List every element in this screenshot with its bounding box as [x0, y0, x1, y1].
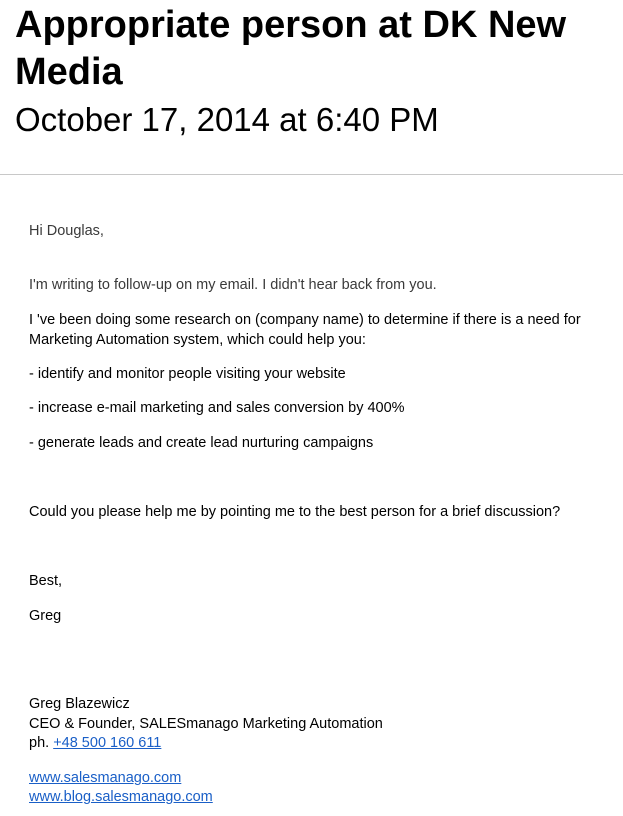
phone-prefix: ph.	[29, 735, 54, 751]
email-subject: Appropriate person at DK New Media	[15, 4, 567, 93]
signature-name: Greg Blazewicz	[29, 696, 130, 712]
website-link[interactable]: www.salesmanago.com	[29, 770, 182, 786]
question-paragraph: Could you please help me by pointing me to the best person for a brief discussion?	[29, 504, 561, 520]
email-header	[0, 0, 623, 174]
research-paragraph: I 've been doing some research on (company name) to determine if there is a need for Marketing Automation system, which could help you:	[29, 312, 581, 348]
bullet-item-1: - identify and monitor people visiting your website	[29, 366, 346, 382]
bullet-item-3: - generate leads and create lead nurturing campaigns	[29, 435, 374, 451]
followup-paragraph: I'm writing to follow-up on my email. I didn't hear back from you.	[29, 277, 437, 293]
bullet-item-2: - increase e-mail marketing and sales conversion by 400%	[29, 400, 405, 416]
signature-blog-line	[29, 788, 213, 808]
greeting: Hi Douglas,	[29, 223, 104, 239]
signature-website-line	[29, 769, 181, 789]
phone-link[interactable]: +48 500 160 611	[53, 735, 162, 751]
email-date: October 17, 2014 at 6:40 PM	[15, 101, 439, 138]
signature-phone-line	[29, 734, 161, 754]
closing: Best,	[29, 573, 63, 589]
header-divider	[0, 174, 623, 175]
blog-link[interactable]: www.blog.salesmanago.com	[29, 789, 213, 805]
signature-title: CEO & Founder, SALESmanago Marketing Automation	[29, 716, 383, 732]
sender-first-name: Greg	[29, 608, 62, 624]
